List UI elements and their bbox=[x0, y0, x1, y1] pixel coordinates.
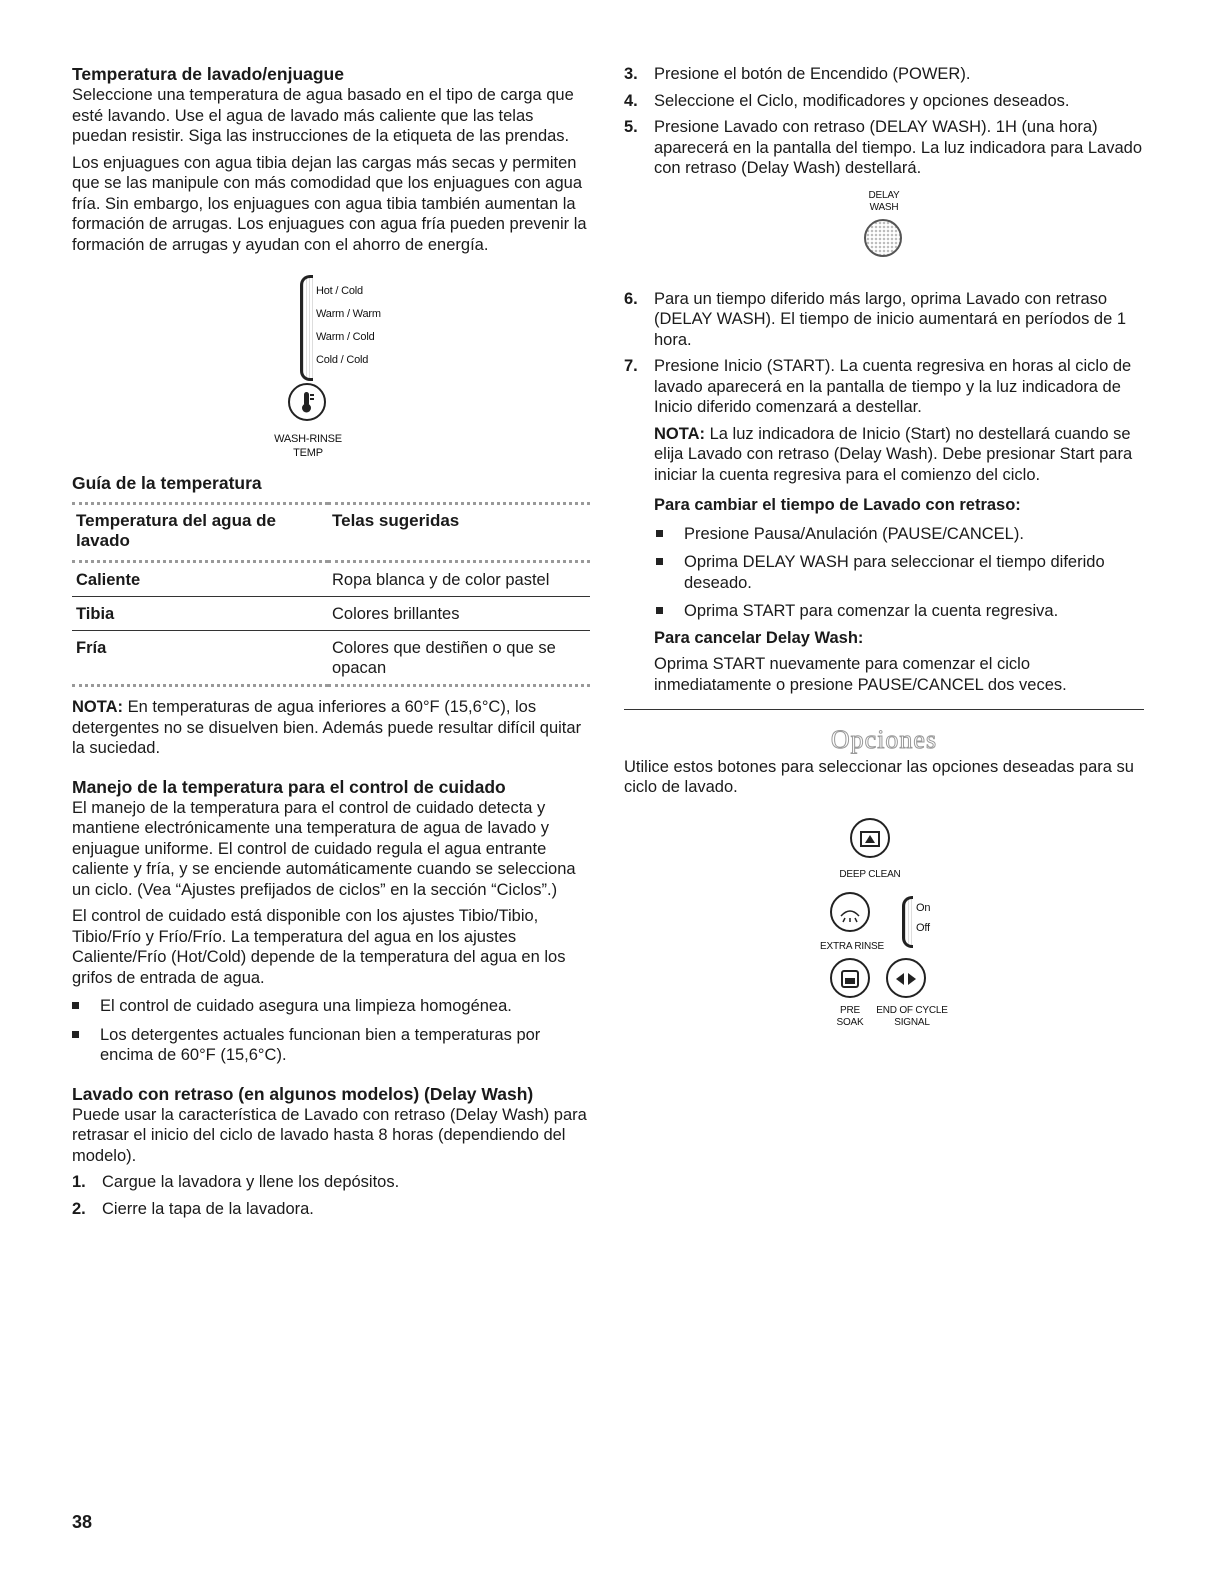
cancel-delay-heading: Para cancelar Delay Wash: bbox=[654, 628, 864, 647]
list-item: El control de cuidado asegura una limpieza homogénea. bbox=[72, 996, 590, 1017]
note-text: La luz indicadora de Inicio (Start) no destellará cuando se elija Lavado con retraso (Delay Wash). Debe presionar Start para iniciar la cuenta regresiva para el comienzo del ciclo. bbox=[654, 424, 1133, 484]
page-number: 38 bbox=[72, 1512, 93, 1532]
step-text: Para un tiempo diferido más largo, oprima Lavado con retraso (DELAY WASH). El tiempo de inicio aumentará en períodos de 1 hora. bbox=[654, 289, 1127, 349]
step-number: 2. bbox=[72, 1199, 86, 1218]
table-row bbox=[72, 562, 590, 597]
end-of-cycle-label: END OF CYCLE bbox=[876, 1004, 948, 1016]
step-text: Cargue la lavadora y llene los depósitos. bbox=[102, 1173, 400, 1191]
list-item bbox=[624, 117, 1144, 179]
step-text: Seleccione el Ciclo, modificadores y opciones deseados. bbox=[654, 91, 1070, 110]
thermometer-icon bbox=[288, 383, 326, 421]
list-item: Los detergentes actuales funcionan bien a temperaturas por encima de 60°F (15,6°C). bbox=[72, 1025, 590, 1066]
note-label: NOTA: bbox=[72, 698, 124, 716]
delay-steps-a bbox=[624, 64, 1144, 179]
temp-paragraph-2: Los enjuagues con agua tibia dejan las cargas más secas y permiten que se las manipule con más comodidad que los enjuagues con agua fría. Sin embargo, los enjuagues con agua tibia también aumentan la formación de arrugas. Los enjuagues con agua fría pueden prevenir la formación de arrugas y ayudan con el ahorro de energía. bbox=[72, 153, 587, 254]
temp-option-4: Cold / Cold bbox=[316, 354, 369, 366]
extra-rinse-icon bbox=[830, 892, 870, 932]
delay-wash-figure bbox=[624, 179, 1144, 283]
table-row bbox=[72, 597, 590, 631]
note-label: NOTA: bbox=[654, 424, 706, 443]
table-cell: Tibia bbox=[72, 597, 328, 631]
delay-label: DELAY bbox=[868, 189, 900, 201]
delay-wash-button-icon bbox=[864, 219, 902, 257]
list-item bbox=[624, 289, 1144, 351]
step-number: 3. bbox=[624, 65, 638, 83]
delay-note bbox=[624, 424, 1144, 486]
list-item: Presione Pausa/Anulación (PAUSE/CANCEL). bbox=[656, 524, 1144, 545]
guide-heading: Guía de la temperatura bbox=[72, 473, 262, 493]
options-intro: Utilice estos botones para seleccionar las opciones deseadas para su ciclo de lavado. bbox=[624, 757, 1134, 796]
temp-note bbox=[72, 697, 590, 759]
extra-rinse-label: EXTRA RINSE bbox=[820, 940, 884, 952]
right-column bbox=[624, 64, 1144, 1028]
step-number: 7. bbox=[624, 357, 638, 375]
cancel-delay-text: Oprima START nuevamente para comenzar el ciclo inmediatamente o presione PAUSE/CANCEL dos veces. bbox=[654, 655, 1067, 694]
delay-steps-b bbox=[624, 289, 1144, 418]
temperature-guide-table bbox=[72, 502, 590, 687]
delay-paragraph: Puede usar la característica de Lavado con retraso (Delay Wash) para retrasar el inicio del ciclo de lavado hasta 8 horas (dependiendo del modelo). bbox=[72, 1105, 587, 1165]
section-divider bbox=[624, 709, 1144, 710]
table-cell: Colores brillantes bbox=[328, 597, 590, 631]
list-item bbox=[624, 64, 1144, 85]
options-figure bbox=[624, 798, 1144, 1028]
list-item: Oprima START para comenzar la cuenta regresiva. bbox=[656, 601, 1144, 622]
temp-paragraph-1: Seleccione una temperatura de agua basado en el tipo de carga que esté lavando. Use el agua de lavado más caliente que las telas puedan resistir. Siga las instrucciones de la etiqueta de las prendas. bbox=[72, 86, 574, 145]
care-heading: Manejo de la temperatura para el control de cuidado bbox=[72, 776, 506, 797]
step-number: 4. bbox=[624, 91, 638, 110]
change-delay-heading: Para cambiar el tiempo de Lavado con retraso: bbox=[654, 496, 1021, 514]
deep-clean-label: DEEP CLEAN bbox=[839, 868, 901, 880]
wash-label: WASH bbox=[869, 201, 899, 213]
extra-rinse-selector-bracket bbox=[902, 896, 913, 948]
table-row bbox=[72, 631, 590, 686]
end-of-cycle-signal-icon bbox=[886, 958, 926, 998]
pre-soak-icon bbox=[830, 958, 870, 998]
temp-heading: Temperatura de lavado/enjuague bbox=[72, 64, 344, 84]
table-header-water-temp: Temperatura del agua de lavado bbox=[76, 511, 276, 550]
list-item bbox=[624, 91, 1144, 112]
step-text: Presione Inicio (START). La cuenta regresiva en horas al ciclo de lavado aparecerá en la pantalla de tiempo y la luz indicadora de Inicio diferido comenzará a destellar. bbox=[654, 357, 1132, 416]
temp-selector-bracket bbox=[300, 275, 313, 381]
signal-label: SIGNAL bbox=[894, 1016, 930, 1028]
step-number: 1. bbox=[72, 1173, 86, 1191]
pre-label: PRE bbox=[840, 1004, 860, 1016]
care-paragraph-1: El manejo de la temperatura para el control de cuidado detecta y mantiene electrónicamente una temperatura de agua de lavado y enjuague uniforme. El control de cuidado regula el agua entrante caliente y fría, y se enciende automáticamente cuando se selecciona un ciclo. (Vea “Ajustes prefijados de ciclos” en la sección “Ciclos”.) bbox=[72, 798, 576, 899]
wash-rinse-temp-figure bbox=[72, 255, 590, 473]
change-delay-bullets bbox=[624, 524, 1144, 622]
soak-label: SOAK bbox=[836, 1016, 864, 1028]
table-cell: Ropa blanca y de color pastel bbox=[328, 562, 590, 597]
list-item bbox=[72, 1199, 590, 1220]
delay-steps-left bbox=[72, 1172, 590, 1219]
temp-label: TEMP bbox=[293, 447, 323, 459]
list-item bbox=[624, 356, 1144, 418]
step-number: 6. bbox=[624, 289, 638, 308]
step-text: Presione el botón de Encendido (POWER). bbox=[654, 65, 971, 83]
temp-option-2: Warm / Warm bbox=[316, 308, 381, 320]
list-item bbox=[72, 1172, 590, 1193]
wash-rinse-label: WASH-RINSE bbox=[274, 433, 342, 445]
left-column bbox=[72, 64, 590, 1219]
care-paragraph-2: El control de cuidado está disponible con los ajustes Tibio/Tibio, Tibio/Frío y Frío/Frío. La temperatura del agua en los ajustes Caliente/Frío (Hot/Cold) depende de la temperatura del agua en los grifos de entrada de agua. bbox=[72, 907, 566, 987]
temp-option-3: Warm / Cold bbox=[316, 331, 375, 343]
delay-heading: Lavado con retraso (en algunos modelos) (Delay Wash) bbox=[72, 1083, 534, 1104]
on-label: On bbox=[916, 901, 931, 914]
options-title: Opciones bbox=[830, 725, 938, 754]
off-label: Off bbox=[916, 921, 930, 934]
temp-option-1: Hot / Cold bbox=[316, 285, 363, 297]
step-text: Cierre la tapa de la lavadora. bbox=[102, 1199, 314, 1218]
list-item: Oprima DELAY WASH para seleccionar el tiempo diferido deseado. bbox=[656, 552, 1144, 593]
note-text: En temperaturas de agua inferiores a 60°F (15,6°C), los detergentes no se disuelven bien. Además puede resultar difícil quitar la suciedad. bbox=[72, 698, 582, 757]
table-cell: Fría bbox=[72, 631, 328, 686]
table-cell: Caliente bbox=[72, 562, 328, 597]
table-header-fabrics: Telas sugeridas bbox=[332, 511, 460, 530]
step-text: Presione Lavado con retraso (DELAY WASH). 1H (una hora) aparecerá en la pantalla del tiempo. La luz indicadora para Lavado con retraso (Delay Wash) destellará. bbox=[654, 118, 1142, 177]
table-cell: Colores que destiñen o que se opacan bbox=[328, 631, 590, 686]
step-number: 5. bbox=[624, 118, 638, 136]
care-bullet-list bbox=[72, 996, 590, 1066]
deep-clean-icon bbox=[850, 818, 890, 858]
